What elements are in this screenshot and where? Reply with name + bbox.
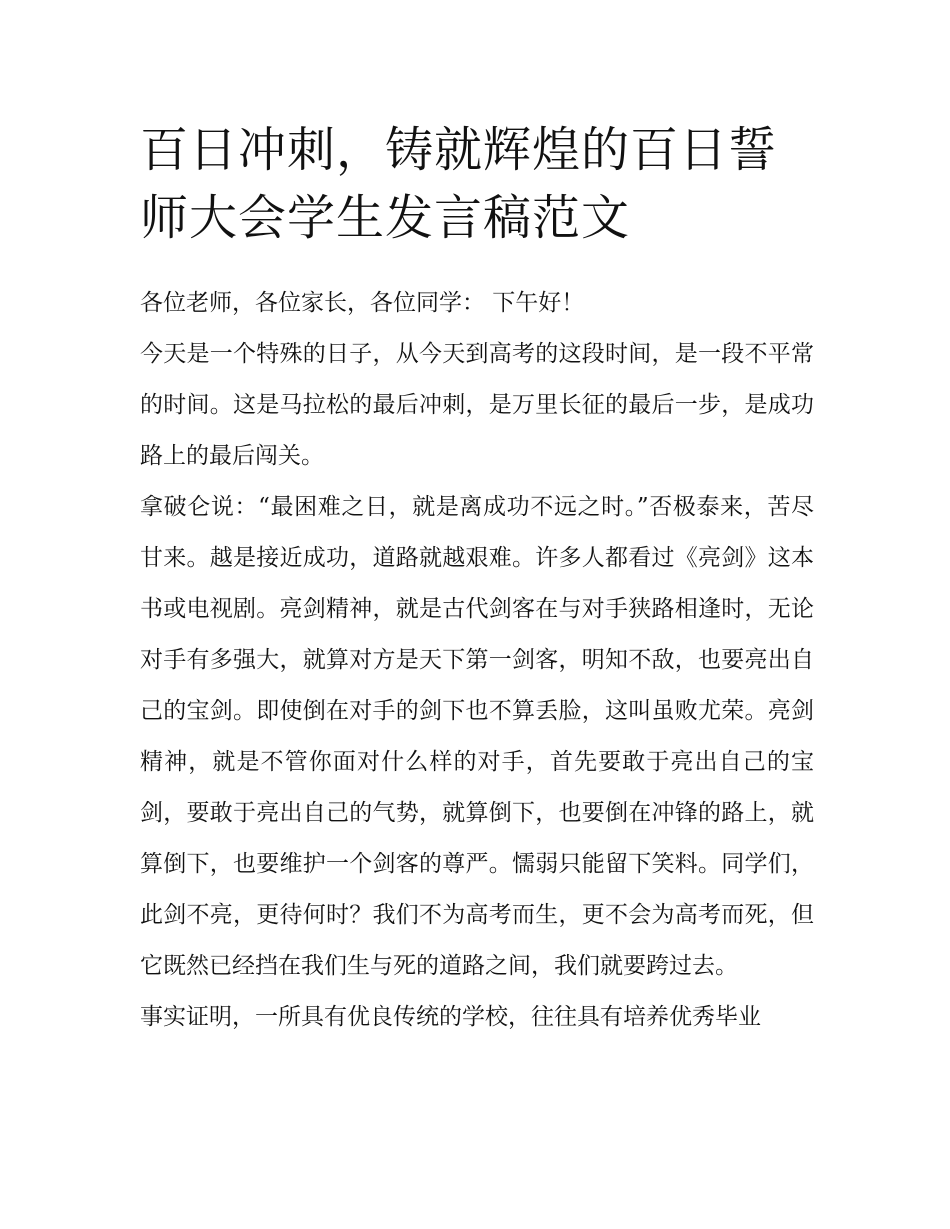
paragraph-facts: 事实证明，一所具有优良传统的学校，往往具有培养优秀毕业 — [140, 1004, 761, 1030]
paragraph-liangjian: 拿破仑说：“最困难之日，就是离成功不远之时。”否极泰来，苦尽甘来。越是接近成功，道路就越艰难。许多人都看过《亮剑》这本书或电视剧。亮剑精神，就是古代剑客在与对手狭路相逢时，无论对手有多强大，就算对方是天下第一剑客，明知不敌，也要亮出自己的宝剑。即使倒在对手的剑下也不算丢脸，这叫虽败尤荣。亮剑精神，就是不管你面对什么样的对手，首先要敢于亮出自己的宝剑，要敢于亮出自己的气势，就算倒下，也要倒在冲锋的路上，就算倒下，也要维护一个剑客的尊严。懦弱只能留下笑料。同学们，此剑不亮，更待何时？我们不为高考而生，更不会为高考而死，但它既然已经挡在我们生与死的道路之间，我们就要跨过去。 — [140, 494, 814, 979]
paragraph-greeting: 各位老师，各位家长，各位同学： 下午好！ — [140, 290, 585, 316]
paragraph-special-day: 今天是一个特殊的日子，从今天到高考的这段时间，是一段不平常的时间。这是马拉松的最后冲刺，是万里长征的最后一步，是成功路上的最后闯关。 — [140, 341, 814, 469]
document-body — [140, 278, 814, 1043]
document-title: 百日冲刺，铸就辉煌的百日誓师大会学生发言稿范文 — [140, 122, 778, 246]
